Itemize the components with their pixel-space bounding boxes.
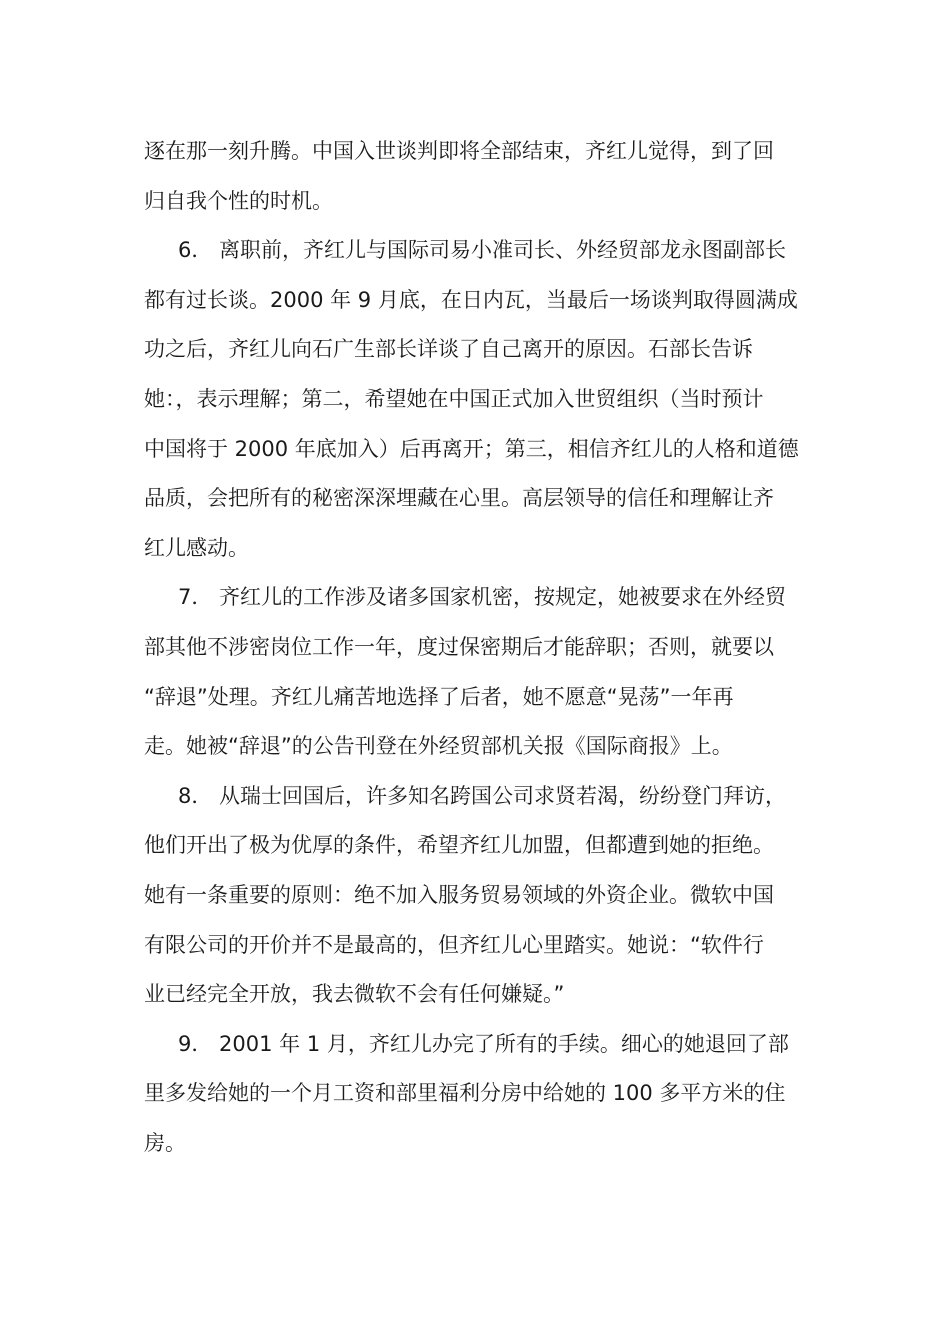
text-line: “辞退”处理。齐红儿痛苦地选择了后者，她不愿意“晃荡”一年再 (144, 684, 734, 709)
body-text (144, 127, 812, 1168)
text-line: 他们开出了极为优厚的条件，希望齐红儿加盟，但都遭到她的拒绝。 (144, 833, 774, 858)
text-line: 红儿感动。 (144, 535, 249, 560)
text-line: 走。她被“辞退”的公告刊登在外经贸部机关报《国际商报》上。 (144, 734, 733, 759)
text-line: 里多发给她的一个月工资和部里福利分房中给她的 100 多平方米的住 (144, 1081, 786, 1106)
text-line: 功之后，齐红儿向石广生部长详谈了自己离开的原因。石部长告诉 (144, 337, 753, 362)
text-line: 业已经完全开放，我去微软不会有任何嫌疑。” (144, 982, 565, 1007)
text-line: 都有过长谈。2000 年 9 月底，在日内瓦，当最后一场谈判取得圆满成 (144, 287, 798, 312)
paragraph-first-line: 6． 离职前，齐红儿与国际司易小准司长、外经贸部龙永图副部长 (178, 238, 787, 263)
text-line: 中国将于 2000 年底加入）后再离开；第三，相信齐红儿的人格和道德 (144, 436, 799, 461)
text-line: 她有一条重要的原则：绝不加入服务贸易领域的外资企业。微软中国 (144, 882, 774, 907)
text-line: 品质，会把所有的秘密深深埋藏在心里。高层领导的信任和理解让齐 (144, 486, 774, 511)
paragraph-first-line: 7． 齐红儿的工作涉及诸多国家机密，按规定，她被要求在外经贸 (178, 585, 787, 610)
paragraph-first-line: 9． 2001 年 1 月，齐红儿办完了所有的手续。细心的她退回了部 (178, 1031, 789, 1056)
text-line: 部其他不涉密岗位工作一年，度过保密期后才能辞职；否则，就要以 (144, 634, 774, 659)
text-line: 逐在那一刻升腾。中国入世谈判即将全部结束，齐红儿觉得，到了回 (144, 139, 774, 163)
text-line: 归自我个性的时机。 (144, 188, 333, 213)
text-line: 有限公司的开价并不是最高的，但齐红儿心里踏实。她说：“软件行 (144, 932, 764, 957)
paragraph-first-line: 8． 从瑞士回国后，许多知名跨国公司求贤若渴，纷纷登门拜访， (178, 783, 787, 808)
text-line: 她：，表示理解；第二，希望她在中国正式加入世贸组织（当时预计 (144, 386, 764, 411)
text-line: 房。 (144, 1130, 186, 1155)
